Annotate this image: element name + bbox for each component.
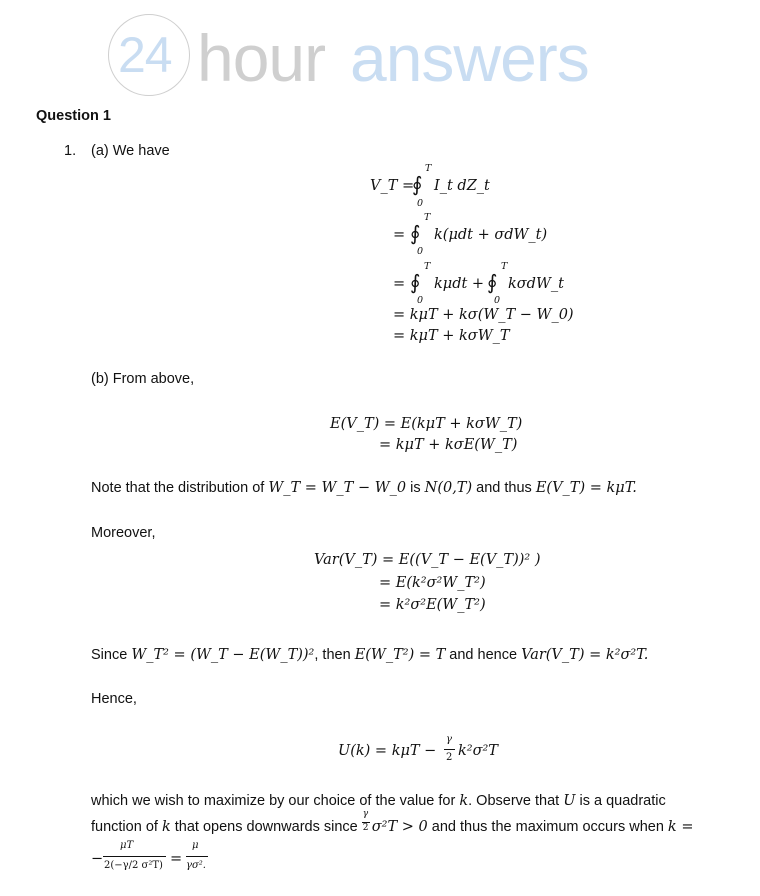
integral-3a-upper: T bbox=[424, 261, 431, 272]
final-num2: μ bbox=[192, 840, 199, 851]
since-text-c: and hence bbox=[445, 647, 522, 663]
eq-a3-rhs-b: kσdW_t bbox=[508, 276, 564, 292]
utility-frac-num: γ bbox=[446, 734, 452, 745]
part-b-intro: (b) From above, bbox=[91, 371, 195, 387]
final-den2: γσ². bbox=[186, 860, 206, 871]
eq-b2: = kμT + kσE(W_T) bbox=[379, 437, 518, 453]
integral-1-lower: 0 bbox=[417, 198, 424, 209]
utility-lhs: U(k) = kμT − bbox=[338, 743, 437, 759]
since-math-b: E(W_T²) = T bbox=[354, 647, 446, 663]
integral-3b-upper: T bbox=[501, 261, 508, 272]
since-math-a: W_T² = (W_T − E(W_T))² bbox=[131, 647, 315, 663]
integral-2-lower: 0 bbox=[417, 246, 424, 257]
max-l1-c: is a quadratic bbox=[575, 793, 666, 809]
eq-a1-rhs: I_t dZ_t bbox=[434, 178, 490, 194]
note-math-b: N(0,T) bbox=[424, 480, 473, 496]
max-l2-k2: k = bbox=[667, 819, 694, 835]
logo-word-hour: hour bbox=[197, 21, 326, 95]
note-text-a: Note that the distribution of bbox=[91, 480, 269, 496]
max-l2-b: that opens downwards since bbox=[170, 819, 362, 835]
integral-3a-lower: 0 bbox=[417, 295, 424, 306]
max-l2-k: k bbox=[161, 819, 171, 835]
since-math-c: Var(V_T) = k²σ²T. bbox=[521, 647, 649, 663]
integral-1-upper: T bbox=[425, 163, 432, 174]
utility-rhs: k²σ²T bbox=[458, 743, 498, 759]
note-math-a: W_T = W_T − W_0 bbox=[268, 480, 407, 496]
utility-frac-den: 2 bbox=[446, 752, 453, 763]
max-l1-k: k bbox=[459, 793, 469, 809]
eq-a2-rhs: k(μdt + σdW_t) bbox=[434, 227, 548, 243]
hence-text: Hence, bbox=[91, 691, 137, 707]
max-l1-a: which we wish to maximize by our choice of the value for bbox=[91, 793, 460, 809]
contour-integral-3a: ∮ bbox=[410, 270, 421, 294]
part-a-intro: (a) We have bbox=[91, 143, 170, 159]
final-den1: 2(−γ/2 σ²T) bbox=[104, 860, 163, 871]
note-line bbox=[91, 480, 637, 496]
final-frac1-bar bbox=[103, 856, 166, 857]
contour-integral-2: ∮ bbox=[410, 221, 421, 245]
eq-a5: = kμT + kσW_T bbox=[393, 328, 510, 344]
eq-b1: E(V_T) = E(kμT + kσW_T) bbox=[330, 416, 523, 432]
eq-var3: = k²σ²E(W_T²) bbox=[379, 597, 486, 613]
contour-integral-1: ∮ bbox=[412, 172, 423, 196]
maximize-line-1 bbox=[91, 793, 666, 809]
max-l1-U: U bbox=[563, 793, 576, 809]
eq-a3-equals: = bbox=[393, 276, 406, 292]
note-text-b: is bbox=[406, 480, 425, 496]
max-l2-frac bbox=[362, 809, 372, 833]
max-l2-frac-den: 2 bbox=[362, 823, 369, 833]
eq-var2: = E(k²σ²W_T²) bbox=[379, 575, 486, 591]
max-l2-math: σ²T > 0 bbox=[371, 819, 428, 835]
since-text-b: , then bbox=[314, 647, 355, 663]
max-l2-a: function of bbox=[91, 819, 162, 835]
final-minus: − bbox=[91, 851, 104, 867]
eq-var1: Var(V_T) = E((V_T − E(V_T))² ) bbox=[314, 552, 541, 568]
since-text-a: Since bbox=[91, 647, 132, 663]
integral-3b-lower: 0 bbox=[494, 295, 501, 306]
note-math-c: E(V_T) = kμT. bbox=[535, 480, 637, 496]
logo-word-answers: answers bbox=[350, 21, 589, 95]
since-line bbox=[91, 647, 648, 663]
max-l2-c: and thus the maximum occurs when bbox=[427, 819, 668, 835]
moreover-text: Moreover, bbox=[91, 525, 156, 541]
eq-a2-equals: = bbox=[393, 227, 406, 243]
integral-2-upper: T bbox=[424, 212, 431, 223]
logo-number: 24 bbox=[118, 27, 172, 83]
eq-a3-rhs-a: kμdt + bbox=[434, 276, 485, 292]
item-number: 1. bbox=[64, 143, 77, 159]
eq-a1-lhs: V_T = bbox=[370, 178, 415, 194]
maximize-line-2 bbox=[91, 809, 694, 835]
final-num1: μT bbox=[120, 840, 134, 851]
max-l1-b: . Observe that bbox=[468, 793, 564, 809]
contour-integral-3b: ∮ bbox=[487, 270, 498, 294]
utility-frac-bar bbox=[444, 749, 455, 750]
note-text-c: and thus bbox=[472, 480, 536, 496]
max-l2-frac-num: γ bbox=[362, 809, 369, 819]
eq-a4: = kμT + kσ(W_T − W_0) bbox=[393, 307, 574, 323]
final-equals: = bbox=[170, 851, 183, 867]
question-heading: Question 1 bbox=[36, 108, 111, 124]
final-frac2-bar bbox=[186, 856, 208, 857]
